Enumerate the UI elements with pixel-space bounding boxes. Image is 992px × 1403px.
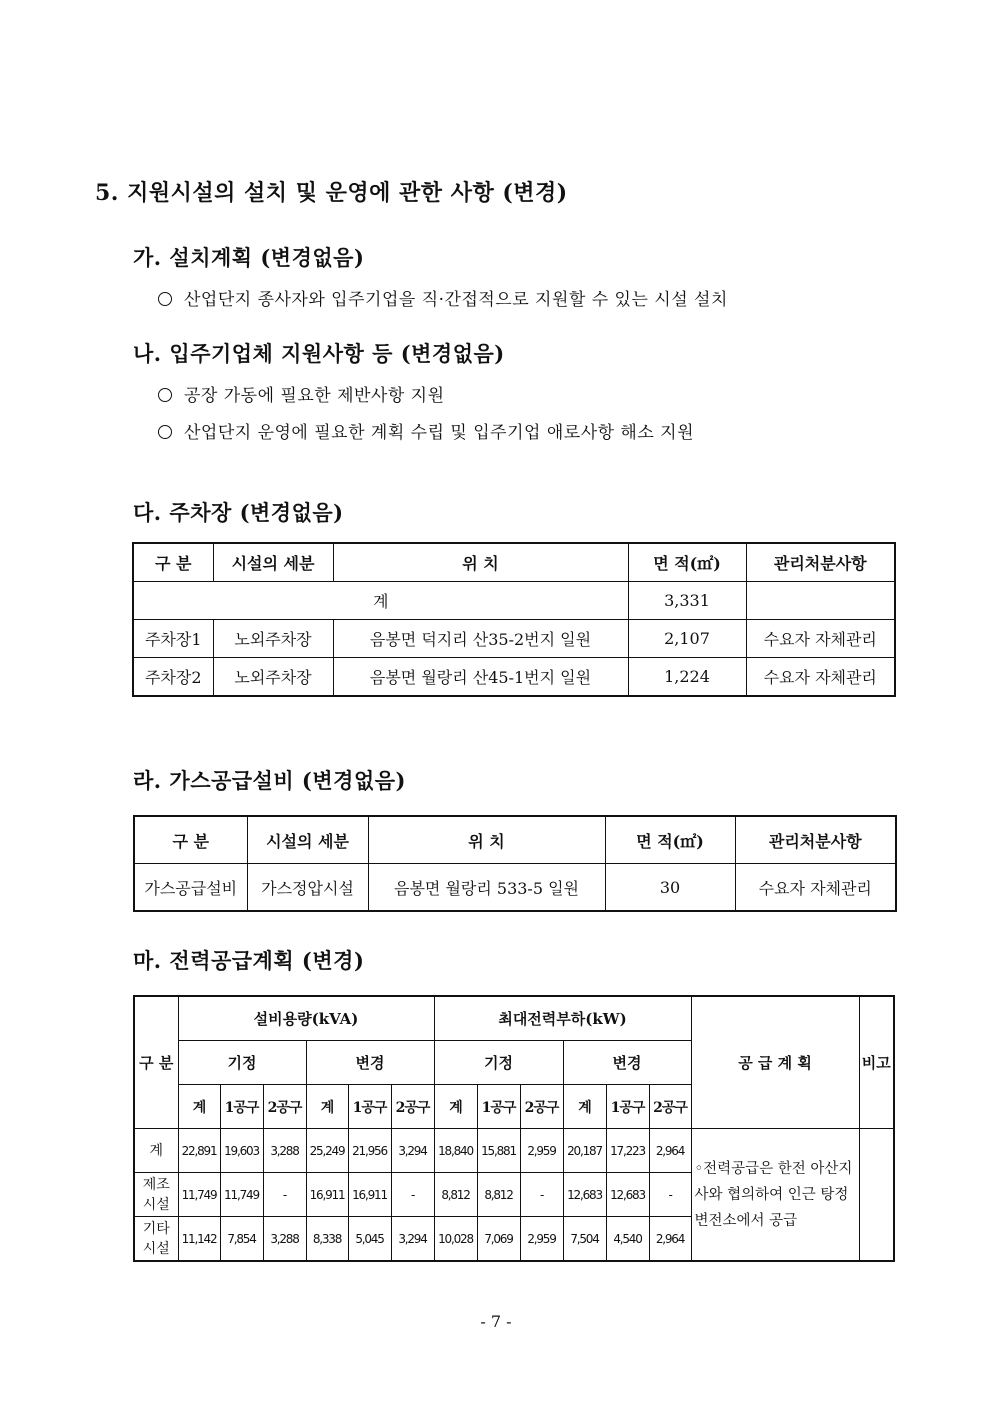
table-cell: 3,288 — [263, 1217, 306, 1262]
table-cell: 노외주차장 — [213, 658, 333, 697]
total-row — [133, 582, 895, 620]
supply-plan-text: ◦전력공급은 한전 아산지사와 협의하여 인근 탕정변전소에서 공급 — [691, 1129, 859, 1262]
column-header: 면 적(㎡) — [628, 543, 746, 582]
table-cell: 10,028 — [434, 1217, 477, 1262]
column-header: 관리처분사항 — [746, 543, 895, 582]
bullet-item — [158, 381, 445, 406]
table-cell: - — [391, 1173, 434, 1217]
table-cell: - — [649, 1173, 691, 1217]
circle-bullet-icon — [158, 388, 172, 402]
table-cell: 7,854 — [220, 1217, 263, 1262]
table-cell: 노외주차장 — [213, 620, 333, 658]
bullet-item — [158, 418, 694, 443]
table-header-row — [134, 996, 894, 1041]
table-cell: 주차장2 — [133, 658, 213, 697]
table-header-row — [133, 543, 895, 582]
column-header: 위 치 — [333, 543, 628, 582]
table-cell: 11,142 — [178, 1217, 220, 1262]
column-header: 1공구 — [606, 1085, 649, 1129]
table-cell: 18,840 — [434, 1129, 477, 1173]
column-header: 1공구 — [477, 1085, 520, 1129]
table-cell: 가스공급설비 — [134, 864, 247, 912]
total-label: 계 — [133, 582, 628, 620]
circle-bullet-icon — [158, 292, 172, 306]
table-cell: 30 — [605, 864, 735, 912]
table-cell: - — [520, 1173, 563, 1217]
row-label: 계 — [134, 1129, 178, 1173]
table-cell: 1,224 — [628, 658, 746, 697]
subsection-title-a: 가. 설치계획 (변경없음) — [133, 245, 365, 270]
column-header: 구 분 — [134, 816, 247, 864]
column-header: 관리처분사항 — [735, 816, 896, 864]
bullet-text: 산업단지 운영에 필요한 계획 수립 및 입주기업 애로사항 해소 지원 — [184, 423, 695, 443]
circle-bullet-icon — [158, 425, 172, 439]
bullet-item — [158, 285, 728, 310]
table-cell: 15,881 — [477, 1129, 520, 1173]
table-cell: 8,812 — [477, 1173, 520, 1217]
column-header: 계 — [434, 1085, 477, 1129]
table-cell: 3,294 — [391, 1217, 434, 1262]
column-header: 1공구 — [348, 1085, 391, 1129]
table-cell — [746, 582, 895, 620]
column-header: 2공구 — [649, 1085, 691, 1129]
bullet-text: 공장 가동에 필요한 제반사항 지원 — [184, 386, 445, 406]
table-cell: 음봉면 덕지리 산35-2번지 일원 — [333, 620, 628, 658]
column-header: 2공구 — [520, 1085, 563, 1129]
table-cell: - — [263, 1173, 306, 1217]
table-cell: 12,683 — [563, 1173, 606, 1217]
table-cell: 3,288 — [263, 1129, 306, 1173]
column-header: 최대전력부하(kW) — [434, 996, 691, 1041]
column-header: 2공구 — [391, 1085, 434, 1129]
table-row — [134, 1129, 894, 1173]
table-cell: 16,911 — [348, 1173, 391, 1217]
column-header: 구 분 — [134, 996, 178, 1129]
column-header: 1공구 — [220, 1085, 263, 1129]
table-cell: 수요자 자체관리 — [746, 658, 895, 697]
column-header: 변경 — [306, 1041, 434, 1085]
column-header: 시설의 세분 — [247, 816, 368, 864]
table-cell: 8,812 — [434, 1173, 477, 1217]
column-header: 계 — [306, 1085, 348, 1129]
column-header: 변경 — [563, 1041, 691, 1085]
table-cell: 음봉면 월랑리 산45-1번지 일원 — [333, 658, 628, 697]
total-area: 3,331 — [628, 582, 746, 620]
column-header: 기정 — [178, 1041, 306, 1085]
table-cell: 2,964 — [649, 1217, 691, 1262]
table-cell: 2,959 — [520, 1217, 563, 1262]
column-header: 계 — [563, 1085, 606, 1129]
table-cell: 22,891 — [178, 1129, 220, 1173]
section-title: 5. 지원시설의 설치 및 운영에 관한 사항 (변경) — [95, 180, 568, 206]
table-cell: 11,749 — [220, 1173, 263, 1217]
table-cell: 20,187 — [563, 1129, 606, 1173]
column-header: 공 급 계 획 — [691, 996, 859, 1129]
table-header-row — [134, 816, 896, 864]
table-cell: 11,749 — [178, 1173, 220, 1217]
table-cell: 음봉면 월랑리 533-5 일원 — [368, 864, 605, 912]
parking-table — [132, 542, 896, 697]
row-label: 제조 시설 — [134, 1173, 178, 1217]
bullet-text: 산업단지 종사자와 입주기업을 직·간접적으로 지원할 수 있는 시설 설치 — [184, 290, 728, 310]
table-cell: 2,959 — [520, 1129, 563, 1173]
table-cell: 12,683 — [606, 1173, 649, 1217]
gas-supply-table — [133, 815, 897, 912]
table-cell: 수요자 자체관리 — [735, 864, 896, 912]
column-header: 설비용량(kVA) — [178, 996, 434, 1041]
column-header: 위 치 — [368, 816, 605, 864]
table-cell: 19,603 — [220, 1129, 263, 1173]
subsection-title-e: 마. 전력공급계획 (변경) — [133, 948, 365, 973]
column-header: 기정 — [434, 1041, 563, 1085]
table-cell: 7,504 — [563, 1217, 606, 1262]
table-cell: 16,911 — [306, 1173, 348, 1217]
table-cell: 주차장1 — [133, 620, 213, 658]
table-cell: 21,956 — [348, 1129, 391, 1173]
column-header: 계 — [178, 1085, 220, 1129]
table-cell: 25,249 — [306, 1129, 348, 1173]
table-cell: 5,045 — [348, 1217, 391, 1262]
power-table-body — [134, 1129, 894, 1262]
table-row — [133, 658, 895, 697]
table-cell: 17,223 — [606, 1129, 649, 1173]
table-cell: 2,964 — [649, 1129, 691, 1173]
table-cell: 가스정압시설 — [247, 864, 368, 912]
table-cell: 4,540 — [606, 1217, 649, 1262]
table-cell: 2,107 — [628, 620, 746, 658]
table-cell: 수요자 자체관리 — [746, 620, 895, 658]
page-number: - 7 - — [480, 1312, 512, 1331]
table-row — [133, 620, 895, 658]
note-cell — [859, 1129, 894, 1262]
subsection-title-d: 라. 가스공급설비 (변경없음) — [133, 768, 406, 793]
column-header: 면 적(㎡) — [605, 816, 735, 864]
column-header: 2공구 — [263, 1085, 306, 1129]
column-header: 구 분 — [133, 543, 213, 582]
column-header: 비고 — [859, 996, 894, 1129]
table-cell: 3,294 — [391, 1129, 434, 1173]
table-row — [134, 864, 896, 912]
subsection-title-c: 다. 주차장 (변경없음) — [133, 500, 344, 525]
subsection-title-b: 나. 입주기업체 지원사항 등 (변경없음) — [133, 341, 505, 366]
column-header: 시설의 세분 — [213, 543, 333, 582]
power-supply-table — [133, 995, 895, 1262]
row-label: 기타 시설 — [134, 1217, 178, 1262]
table-cell: 8,338 — [306, 1217, 348, 1262]
table-cell: 7,069 — [477, 1217, 520, 1262]
